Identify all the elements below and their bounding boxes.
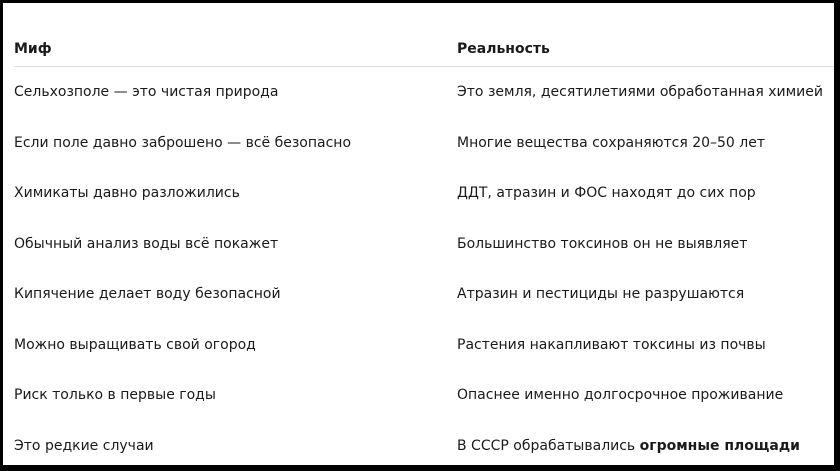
table-row	[14, 370, 836, 421]
reality-emphasis: огромные площади	[639, 437, 800, 454]
myth-reality-table	[14, 31, 836, 471]
column-header-myth: Миф	[14, 31, 457, 67]
reality-cell: Растения накапливают токсины из почвы	[457, 336, 766, 353]
reality-cell: Атразин и пестициды не разрушаются	[457, 286, 745, 303]
reality-cell: ДДТ, атразин и ФОС находят до сих пор	[457, 185, 756, 202]
table-row	[14, 118, 836, 169]
table-row	[14, 320, 836, 371]
reality-cell	[457, 421, 836, 471]
column-header-reality: Реальность	[457, 31, 836, 67]
table-row	[14, 219, 836, 270]
reality-text: В СССР обрабатывались	[457, 437, 640, 454]
table-row	[14, 168, 836, 219]
myth-cell: Риск только в первые годы	[14, 387, 216, 404]
reality-cell: Большинство токсинов он не выявляет	[457, 235, 748, 252]
table-header-row	[14, 31, 836, 67]
myth-cell: Кипячение делает воду безопасной	[14, 286, 281, 303]
reality-cell: Опаснее именно долгосрочное проживание	[457, 387, 784, 404]
myth-cell: Это редкие случаи	[14, 437, 154, 454]
myth-cell: Химикаты давно разложились	[14, 185, 240, 202]
reality-cell: Это земля, десятилетиями обработанная химией	[457, 84, 823, 101]
table-row	[14, 269, 836, 320]
table-row	[14, 67, 836, 118]
table-row	[14, 421, 836, 471]
myth-cell: Можно выращивать свой огород	[14, 336, 256, 353]
myth-cell: Если поле давно заброшено — всё безопасно	[14, 134, 352, 151]
myth-cell: Обычный анализ воды всё покажет	[14, 235, 279, 252]
myth-cell: Сельхозполе — это чистая природа	[14, 84, 279, 101]
reality-cell: Многие вещества сохраняются 20–50 лет	[457, 134, 766, 151]
